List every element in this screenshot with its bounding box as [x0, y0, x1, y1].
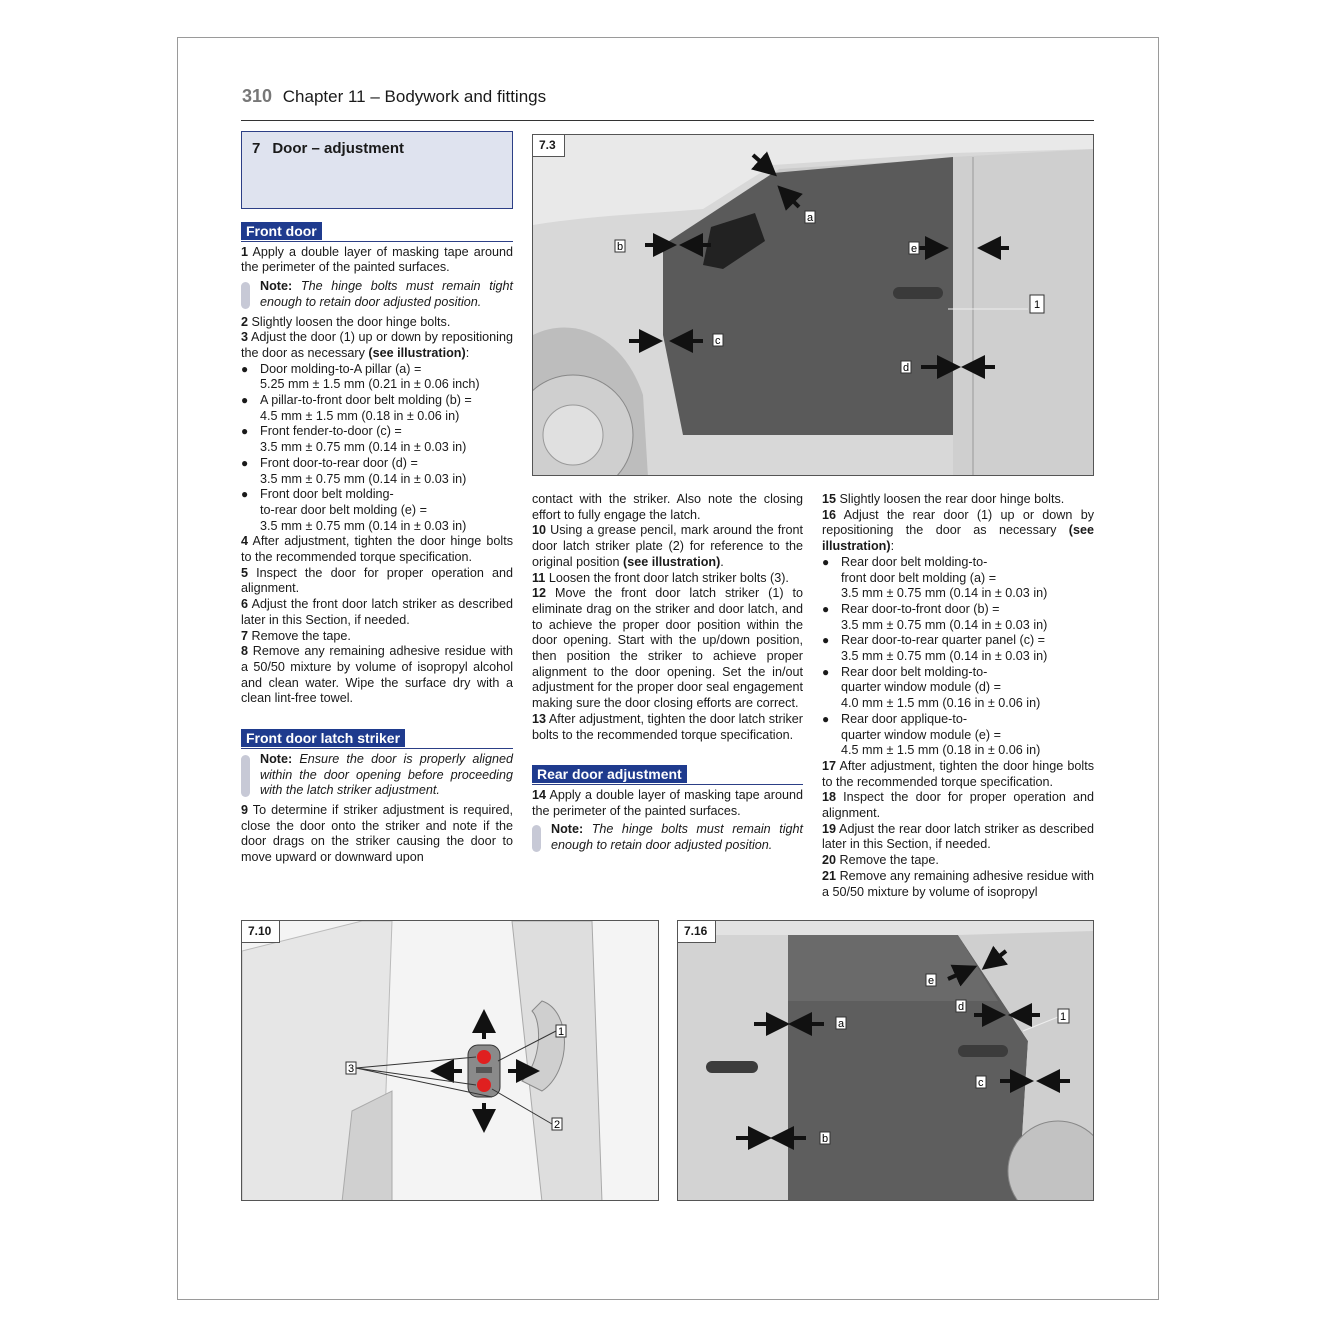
callout-3: 3 — [348, 1063, 355, 1075]
figure-7-3 — [532, 134, 1094, 476]
front-door-illustration — [533, 135, 1094, 476]
callout-1: 1 — [1034, 299, 1041, 311]
note-2: Note: Ensure the door is properly aligned within the door opening before proceeding with the latch striker adjustment. — [241, 752, 513, 799]
chapter-title: Chapter 11 – Bodywork and fittings — [282, 87, 547, 106]
figure-7-10 — [241, 920, 659, 1201]
spec-bullet: ● Rear door-to-rear quarter panel (c) = 3.5 mm ± 0.75 mm (0.14 in ± 0.03 in) — [822, 633, 1094, 664]
figure-label: 7.3 — [533, 135, 565, 157]
heading-latch-striker: Front door latch striker — [241, 729, 513, 749]
callout-e: e — [928, 975, 935, 987]
spec-bullet: ● Rear door belt molding-to- front door belt molding (a) = 3.5 mm ± 0.75 mm (0.14 in ± 0.03 in) — [822, 555, 1094, 602]
callout-a: a — [807, 212, 814, 224]
step-1: 1 Apply a double layer of masking tape around the perimeter of the painted surfaces. — [241, 244, 513, 275]
heading-rear-door: Rear door adjustment — [532, 765, 803, 785]
column-1 — [241, 222, 513, 866]
column-2 — [532, 492, 803, 858]
step-15: 15 Slightly loosen the rear door hinge bolts. — [822, 492, 1065, 506]
spec-bullet: ● Rear door-to-front door (b) = 3.5 mm ± 0.75 mm (0.14 in ± 0.03 in) — [822, 602, 1094, 633]
callout-2: 2 — [554, 1119, 561, 1131]
step-9-continued: contact with the striker. Also note the closing effort to fully engage the latch. — [532, 492, 803, 522]
note-1: Note: The hinge bolts must remain tight enough to retain door adjusted position. — [241, 279, 513, 310]
spec-bullet: ● Front door-to-rear door (d) = 3.5 mm ± 0.75 mm (0.14 in ± 0.03 in) — [241, 456, 513, 487]
step-8: 8 Remove any remaining adhesive residue with a 50/50 mixture by volume of isopropyl alcohol and clean water. Wipe the surface dry with a clean lint-free towel. — [241, 644, 514, 706]
figure-7-16 — [677, 920, 1094, 1201]
callout-c: c — [978, 1077, 984, 1089]
step-21: 21 Remove any remaining adhesive residue with a 50/50 mixture by volume of isopropyl — [822, 868, 1094, 899]
spec-bullet: ● Front fender-to-door (c) = 3.5 mm ± 0.75 mm (0.14 in ± 0.03 in) — [241, 424, 513, 455]
heading-front-door: Front door — [241, 222, 513, 242]
step-2: 2 Slightly loosen the door hinge bolts. — [241, 314, 451, 329]
step-16: 16 Adjust the rear door (1) up or down by repositioning the door as necessary (see illustration): — [822, 507, 1094, 554]
step-5: 5 Inspect the door for proper operation and alignment. — [241, 565, 513, 596]
step-4: 4 After adjustment, tighten the door hinge bolts to the recommended torque specification. — [241, 534, 513, 565]
step-10: 10 Using a grease pencil, mark around the front door latch striker plate (2) for reference to the original position (see illustration). — [532, 523, 803, 569]
column-3 — [822, 492, 1094, 900]
figure-label: 7.10 — [242, 921, 280, 943]
step-18: 18 Inspect the door for proper operation and alignment. — [822, 790, 1094, 821]
callout-a: a — [838, 1018, 845, 1030]
callout-d: d — [903, 362, 910, 374]
step-19: 19 Adjust the rear door latch striker as described later in this Section, if needed. — [822, 821, 1094, 852]
step-20: 20 Remove the tape. — [822, 853, 939, 868]
step-13: 13 After adjustment, tighten the door latch striker bolts to the recommended torque specification. — [532, 711, 803, 742]
spec-bullet: ● Front door belt molding- to-rear door belt molding (e) = 3.5 mm ± 0.75 mm (0.14 in ± 0.03 in) — [241, 487, 513, 534]
spec-bullet: ● Door molding-to-A pillar (a) = 5.25 mm ± 1.5 mm (0.21 in ± 0.06 inch) — [241, 362, 513, 393]
callout-c: c — [715, 335, 721, 347]
callout-d: d — [958, 1001, 965, 1013]
step-11: 11 Loosen the front door latch striker bolts (3). — [532, 570, 789, 585]
section-title: Door – adjustment — [272, 140, 405, 157]
step-9: 9 To determine if striker adjustment is required, close the door onto the striker and note if the door drags on the striker causing the door to move upward or downward upon — [241, 802, 513, 865]
section-title-box — [241, 131, 513, 209]
page-number: 310 — [242, 86, 273, 106]
spec-bullet: ● A pillar-to-front door belt molding (b) = 4.5 mm ± 1.5 mm (0.18 in ± 0.06 in) — [241, 393, 513, 424]
step-14: 14 Apply a double layer of masking tape around the perimeter of the painted surfaces. — [532, 787, 803, 818]
rear-door-illustration — [678, 921, 1094, 1201]
callout-b: b — [617, 241, 624, 253]
step-12: 12 Move the front door latch striker (1) to eliminate drag on the striker and door latch, and to achieve the proper door position within the door opening. Start with the up/down position, then position the striker to achieve proper alignment to the door opening. Set the in/out adjustment for the proper door seal engagement making sure the door closing efforts are correct. — [532, 586, 803, 711]
callout-1: 1 — [558, 1026, 565, 1038]
spec-bullet: ● Rear door applique-to- quarter window module (e) = 4.5 mm ± 1.5 mm (0.18 in ± 0.06 in) — [822, 712, 1094, 759]
note-3: Note: The hinge bolts must remain tight enough to retain door adjusted position. — [532, 822, 803, 853]
spec-bullet: ● Rear door belt molding-to- quarter window module (d) = 4.0 mm ± 1.5 mm (0.16 in ± 0.06 in) — [822, 665, 1094, 712]
latch-striker-illustration — [242, 921, 659, 1201]
step-6: 6 Adjust the front door latch striker as described later in this Section, if needed. — [241, 597, 513, 627]
section-number: 7 — [252, 140, 261, 157]
callout-e: e — [911, 243, 918, 255]
step-3: 3 Adjust the door (1) up or down by repositioning the door as necessary (see illustration): — [241, 330, 513, 360]
header-rule — [241, 120, 1094, 121]
step-17: 17 After adjustment, tighten the door hinge bolts to the recommended torque specification. — [822, 758, 1094, 789]
step-7: 7 Remove the tape. — [241, 628, 351, 643]
callout-b: b — [822, 1133, 829, 1145]
figure-label: 7.16 — [678, 921, 716, 943]
running-head — [242, 86, 546, 107]
callout-1: 1 — [1060, 1011, 1067, 1023]
